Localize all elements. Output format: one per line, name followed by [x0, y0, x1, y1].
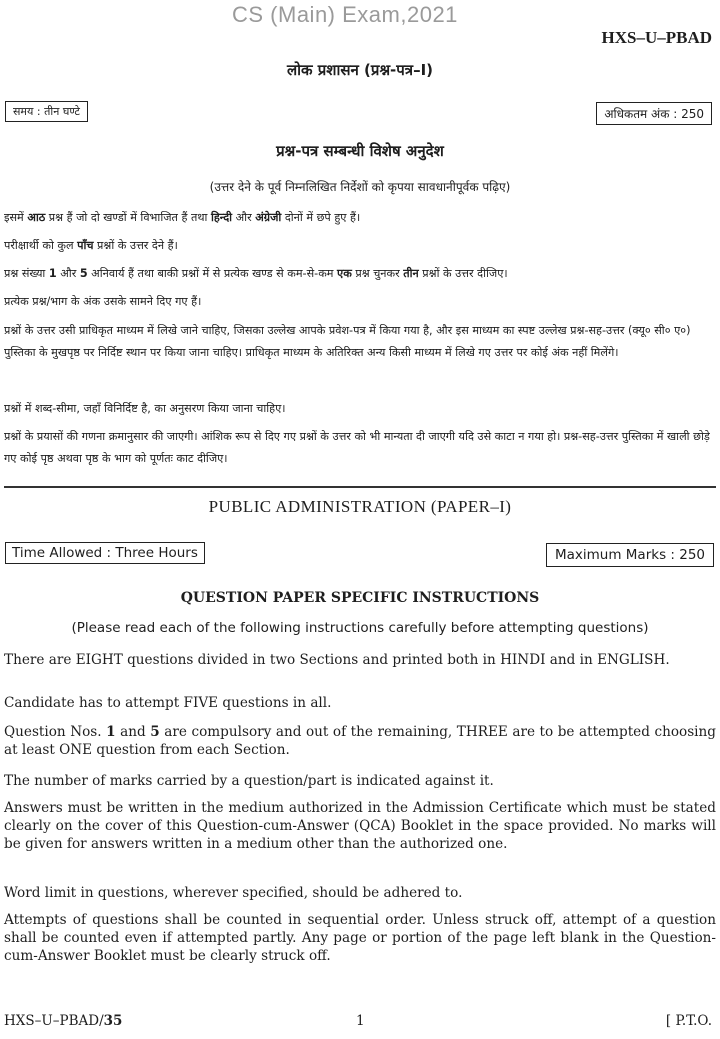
hindi-instruction-4: प्रत्येक प्रश्न/भाग के अंक उसके सामने दिए गए हैं।	[4, 295, 202, 308]
hindi-instruction-2: परीक्षार्थी को कुल पाँच प्रश्नों के उत्तर देने हैं।	[4, 239, 178, 252]
maximum-marks-box: Maximum Marks : 250	[546, 543, 714, 567]
hindi-time-box: समय : तीन घण्टे	[5, 101, 88, 122]
english-instruction-6: Word limit in questions, wherever specified, should be adhered to.	[4, 885, 463, 901]
footer-pto: [ P.T.O.	[665, 1013, 712, 1029]
footer-page-number: 1	[356, 1013, 365, 1029]
hindi-instructions-heading: प्रश्न-पत्र सम्बन्धी विशेष अनुदेश	[276, 142, 444, 160]
hindi-paper-title: लोक प्रशासन (प्रश्न-पत्र–I)	[286, 61, 434, 79]
time-allowed-box: Time Allowed : Three Hours	[5, 542, 205, 564]
english-instructions-heading: QUESTION PAPER SPECIFIC INSTRUCTIONS	[180, 590, 540, 606]
paper-code: HXS–U–PBAD	[601, 28, 712, 47]
english-instructions-subheading: (Please read each of the following instructions carefully before attempting questions)	[71, 620, 649, 636]
hindi-instruction-5: प्रश्नों के उत्तर उसी प्राधिकृत माध्यम में लिखे जाने चाहिए, जिसका उल्लेख आपके प्रवेश-पत्र में किया गया है, और इस माध्यम का स्पष्ट उल्लेख प्रश्न-सह-उत्तर (क्यू० सी० ए०) पुस्तिका के मुखपृष्ठ पर निर्दिष्ट स्थान पर किया जाना चाहिए। प्राधिकृत माध्यम के अतिरिक्त अन्य किसी माध्यम में लिखे गए उत्तर पर कोई अंक नहीं मिलेंगे।	[4, 324, 691, 359]
hindi-instruction-3: प्रश्न संख्या 1 और 5 अनिवार्य हैं तथा बाकी प्रश्नों में से प्रत्येक खण्ड से कम-से-कम एक प्रश्न चुनकर तीन प्रश्नों के उत्तर दीजिए।	[4, 267, 508, 280]
section-divider	[4, 486, 716, 488]
english-instruction-7: Attempts of questions shall be counted in sequential order. Unless struck off, attempt of a question shall be counted even if attempted partly. Any page or portion of the page left blank in the Question-cum-Answer Booklet must be clearly struck off.	[4, 912, 716, 964]
hindi-instruction-6: प्रश्नों में शब्द-सीमा, जहाँ विनिर्दिष्ट है, का अनुसरण किया जाना चाहिए।	[4, 402, 286, 415]
hindi-instruction-7: प्रश्नों के प्रयासों की गणना क्रमानुसार की जाएगी। आंशिक रूप से दिए गए प्रश्नों के उत्तर को भी मान्यता दी जाएगी यदि उसे काटा न गया हो। प्रश्न-सह-उत्तर पुस्तिका में खाली छोड़े गए कोई पृष्ठ अथवा पृष्ठ के भाग को पूर्णतः काट दीजिए।	[4, 430, 710, 465]
english-instruction-4: The number of marks carried by a question/part is indicated against it.	[4, 773, 494, 789]
footer-paper-code: HXS–U–PBAD/35	[4, 1013, 123, 1029]
english-instruction-5: Answers must be written in the medium authorized in the Admission Certificate which must be stated clearly on the cover of this Question-cum-Answer (QCA) Booklet in the space provided. No marks will be given for answers written in a medium other than the authorized one.	[4, 800, 716, 852]
english-instruction-3: Question Nos. 1 and 5 are compulsory and out of the remaining, THREE are to be attempted choosing at least ONE question from each Section.	[4, 724, 716, 758]
hindi-instructions-subheading: (उत्तर देने के पूर्व निम्नलिखित निर्देशों को कृपया सावधानीपूर्वक पढ़िए)	[209, 180, 511, 194]
english-instruction-1: There are EIGHT questions divided in two Sections and printed both in HINDI and in ENGLISH.	[4, 652, 670, 668]
hindi-marks-box: अधिकतम अंक : 250	[596, 102, 712, 125]
english-instruction-2: Candidate has to attempt FIVE questions in all.	[4, 695, 332, 711]
hindi-instruction-1: इसमें आठ प्रश्न हैं जो दो खण्डों में विभाजित हैं तथा हिन्दी और अंग्रेजी दोनों में छपे हुए हैं।	[4, 211, 361, 224]
english-paper-title: PUBLIC ADMINISTRATION (PAPER–I)	[208, 497, 512, 516]
exam-stamp: CS (Main) Exam,2021	[232, 2, 458, 27]
